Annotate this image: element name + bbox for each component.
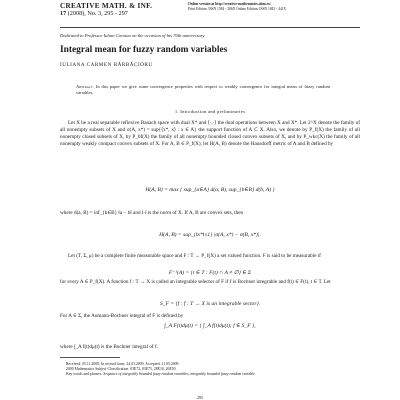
body-paragraph-2: where d(a, B) = inf_{b∈B} ‖a − b‖ and ‖·‖ is the norm of X. If A, B are convex sets, then	[60, 210, 244, 216]
body-paragraph-4: for every A ∈ P_f(X). A function f : T → X is called an integrable selector of F if f is Bochner integrable and f(t) ∈ F(t), t ∈ T. Let	[60, 279, 331, 285]
journal-pages: 295 - 297	[104, 10, 128, 17]
journal-header	[60, 2, 360, 30]
keywords-text: Sequence of integrably bounded fuzzy random variables, integrably bounded fuzzy random variable.	[103, 372, 256, 376]
abstract-label: Abstract.	[76, 84, 94, 89]
online-version-line: Online version at http://creative-mathematics.ubm.ro/	[188, 2, 271, 6]
equation-measurability: F⁻¹(A) = {t ∈ T : F(t) ∩ A ≠ ∅} ∈ Σ	[168, 270, 252, 276]
paper-title: Integral mean for fuzzy random variables	[60, 45, 228, 55]
section-heading: 1. Introduction and preliminaries	[174, 109, 246, 114]
keywords-label: Key words and phrases.	[66, 372, 103, 376]
abstract-text: In this paper we give some convergence properties with respect to weakly convergence for integral mean of fuzzy random variables.	[76, 84, 331, 95]
dedication: Dedicated to Professor Iulian Coroian on the occasion of his 70th anniversary	[60, 33, 205, 38]
journal-masthead	[60, 2, 180, 18]
msc-classification: 2000 Mathematics Subject Classification. 03E72, 03E75, 28E10, 26E50.	[66, 367, 177, 371]
header-rule	[60, 27, 360, 28]
journal-issue	[60, 10, 180, 18]
equation-hausdorff-metric: H(A, B) = max { sup_{a∈A} d(a, B), sup_{b∈B} d(b, A) }	[145, 187, 275, 193]
journal-edition-info	[188, 2, 368, 12]
journal-name: CREATIVE MATH. & INF.	[60, 2, 153, 10]
received-dates: Received: 05.11.2008. In revised form: 24.03.2009. Accepted: 11.05.2009.	[66, 362, 180, 366]
body-paragraph-3: Let (T, Σ, μ) be a complete finite measurable space and F : T → P_f(X) a set valued function. F is said to be measurable if	[68, 253, 321, 259]
equation-selectors: S_F = {f : f : T → X is an integrable sector}.	[159, 301, 261, 307]
footnotes	[66, 362, 360, 377]
body-paragraph-1: Let X be a real separable reflexive Banach space with dual X* and ⟨·,·⟩ the dual operations between X and X*. Let 2^X denote the family of all nonempty subsets of X and σ(A, x*) = sup{⟨x*, x⟩ : x ∈ A} the support function of A ⊂ X. Also, we denote by P_f(X) the family of all nonempty closed subsets of X, by P_bf(X) the family of all nonempty bounded closed convex subsets of X, and by P_wkc(X) the family of all nonempty weakly compact convex subsets of X. For A, B ∈ P_f(X), let H(A, B) denote the Hausdorff metric of A and B defined by	[60, 120, 360, 148]
issn-line: Print Edition: ISSN 1584 - 286X Online Edition: ISSN 1843 - 441X	[188, 7, 287, 11]
abstract	[76, 84, 330, 96]
author-name: IULIANA CARMEN BĂRBĂCIORU	[60, 62, 153, 68]
page-number: 295	[197, 395, 203, 400]
keywords	[66, 372, 360, 377]
journal-volume: 17	[60, 10, 67, 17]
equation-aumann-integral: ∫_A F(t)dμ(t) = { ∫_A f(t)dμ(t); f ∈ S_F },	[164, 323, 256, 329]
footnote-rule	[60, 357, 120, 358]
journal-year-issue: (2008), No. 3,	[67, 10, 103, 17]
equation-support-function: H(A, B) = sup_{‖x*‖≤1} |σ(A, x*) − σ(B, x*)|.	[159, 232, 261, 238]
body-paragraph-5: For A ∈ Σ, the Aumann-Bochner integral of F is defined by	[60, 313, 184, 319]
body-paragraph-6: where ∫_A f(t)dμ(t) is the Bochner integral of f.	[60, 344, 158, 350]
